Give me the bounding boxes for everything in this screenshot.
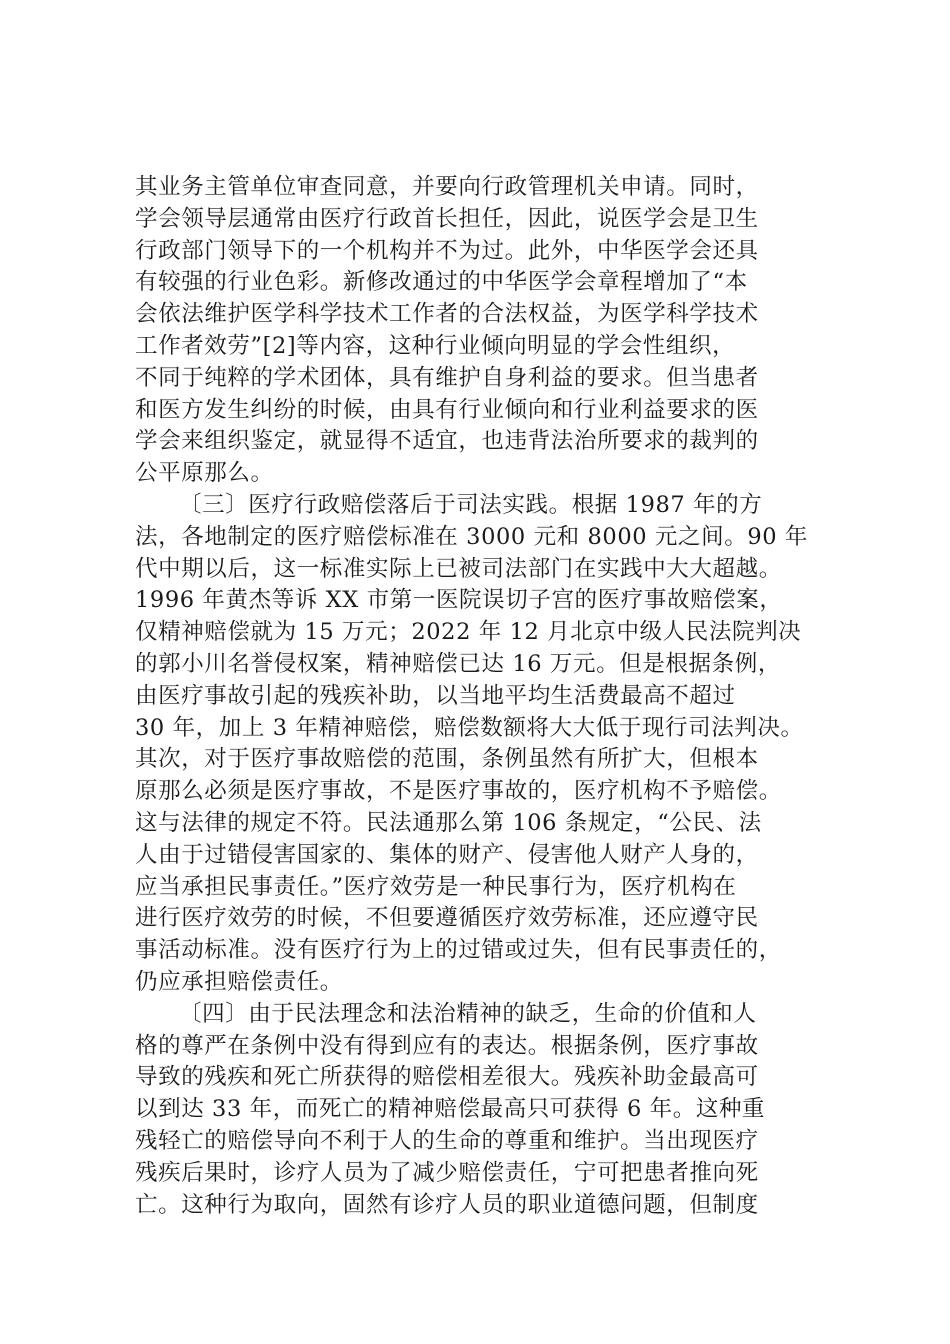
text-line: 仍应承担赔偿责任。 <box>135 968 343 995</box>
text-line: 工作者效劳”[2]等内容，这种行业倾向明显的学会性组织， <box>135 332 736 359</box>
text-line: 应当承担民事责任。”医疗效劳是一种民事行为，医疗机构在 <box>135 873 737 900</box>
text-line: 格的尊严在条例中没有得到应有的表达。根据条例，医疗事故 <box>135 1032 759 1059</box>
text-line: 30 年，加上 3 年精神赔偿，赔偿数额将大大低于现行司法判决。 <box>135 714 804 741</box>
text-line: 有较强的行业色彩。新修改通过的中华医学会章程增加了“本 <box>135 269 748 296</box>
text-line: 残轻亡的赔偿导向不利于人的生命的尊重和维护。当出现医疗 <box>135 1127 759 1154</box>
text-line: 公平原那么。 <box>135 460 274 487</box>
text-line: 行政部门领导下的一个机构并不为过。此外，中华医学会还具 <box>135 237 759 264</box>
text-line: 其业务主管单位审查同意，并要向行政管理机关申请。同时， <box>135 174 759 200</box>
text-line: 人由于过错侵害国家的、集体的财产、侵害他人财产人身的， <box>135 841 759 868</box>
text-line: 事活动标准。没有医疗行为上的过错或过失，但有民事责任的， <box>135 937 782 964</box>
text-line: 不同于纯粹的学术团体，具有维护自身利益的要求。但当患者 <box>135 364 759 391</box>
text-line: 这与法律的规定不符。民法通那么第 106 条规定，“公民、法 <box>135 809 762 836</box>
text-line: 的郭小川名誉侵权案，精神赔偿已达 16 万元。但是根据条例， <box>135 650 781 677</box>
text-line: 以到达 33 年，而死亡的精神赔偿最高只可获得 6 年。这种重 <box>135 1096 766 1123</box>
text-line: 亡。这种行为取向，固然有诊疗人员的职业道德问题，但制度 <box>135 1191 759 1218</box>
text-line: 学会来组织鉴定，就显得不适宜，也违背法治所要求的裁判的 <box>135 428 759 455</box>
text-line: 导致的残疾和死亡所获得的赔偿相差很大。残疾补助金最高可 <box>135 1064 759 1091</box>
body-text <box>135 172 835 1221</box>
paragraph-first-line: 〔三〕医疗行政赔偿落后于司法实践。根据 1987 年的方 <box>179 491 763 518</box>
text-line: 代中期以后，这一标准实际上已被司法部门在实践中大大超越。 <box>135 555 782 582</box>
text-line: 学会领导层通常由医疗行政首长担任，因此，说医学会是卫生 <box>135 205 759 232</box>
text-line: 残疾后果时，诊疗人员为了减少赔偿责任，宁可把患者推向死 <box>135 1159 759 1186</box>
text-line: 仅精神赔偿就为 15 万元；2022 年 12 月北京中级人民法院判决 <box>135 619 802 646</box>
text-line: 其次，对于医疗事故赔偿的范围，条例虽然有所扩大，但根本 <box>135 746 759 773</box>
text-line: 原那么必须是医疗事故，不是医疗事故的，医疗机构不予赔偿。 <box>135 778 782 805</box>
text-line: 1996 年黄杰等诉 XX 市第一医院误切子宫的医疗事故赔偿案， <box>135 587 783 614</box>
text-line: 由医疗事故引起的残疾补助，以当地平均生活费最高不超过 <box>135 682 736 709</box>
text-line: 和医方发生纠纷的时候，由具有行业倾向和行业利益要求的医 <box>135 396 759 423</box>
text-line: 法，各地制定的医疗赔偿标准在 3000 元和 8000 元之间。90 年 <box>135 523 809 550</box>
text-line: 会依法维护医学科学技术工作者的合法权益，为医学科学技术 <box>135 301 759 328</box>
paragraph-first-line: 〔四〕由于民法理念和法治精神的缺乏，生命的价值和人 <box>179 1000 757 1027</box>
text-line: 进行医疗效劳的时候，不但要遵循医疗效劳标准，还应遵守民 <box>135 905 759 932</box>
